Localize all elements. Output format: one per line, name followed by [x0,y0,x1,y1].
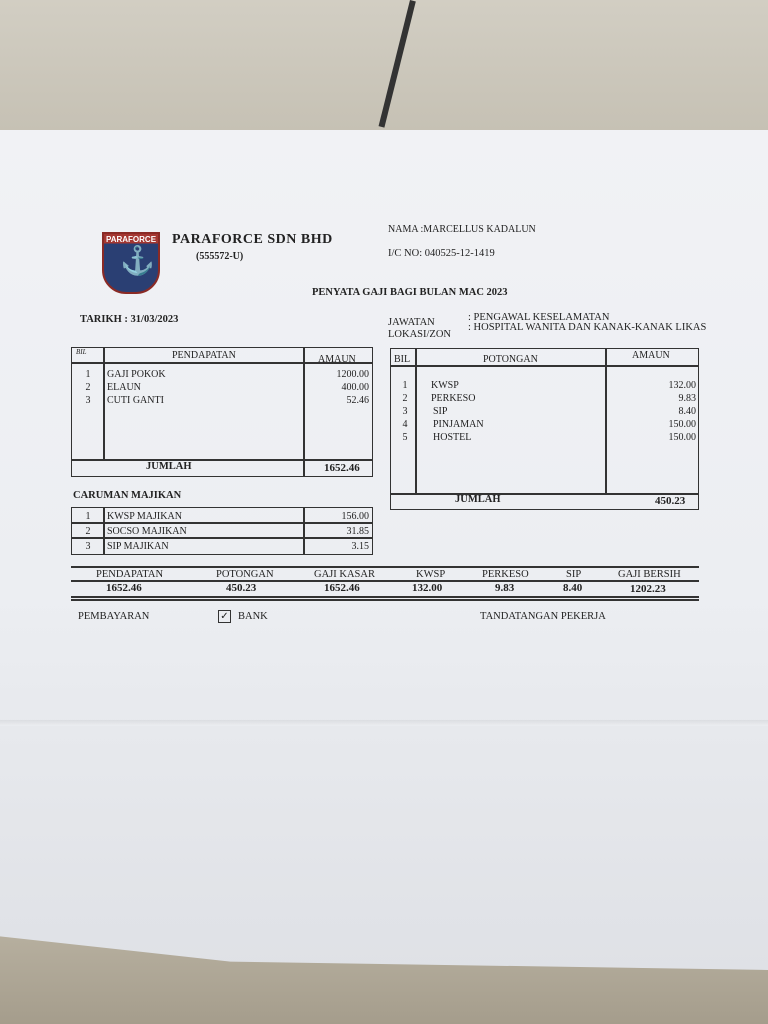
employee-ic: I/C NO: 040525-12-1419 [388,248,495,259]
table-row [72,509,372,524]
table-row [72,539,372,554]
company-name: PARAFORCE SDN BHD [172,232,333,247]
table-row [72,524,372,539]
bank-checkbox-icon: ✓ [218,610,231,623]
row-amount: 156.00 [341,511,369,522]
row-amount: 1200.00 [336,369,369,380]
row-bil: 3 [85,541,91,552]
summary-value: 132.00 [412,582,443,594]
summary-bottom-rule [71,599,699,601]
row-desc: SIP [433,406,448,417]
deductions-total-rule [390,493,698,495]
earnings-rows [72,368,372,407]
summary-bottom-rule [71,596,699,598]
row-amount: 150.00 [668,432,696,443]
payslip-date: TARIKH : 31/03/2023 [80,314,179,325]
row-amount: 132.00 [668,380,696,391]
row-bil: 1 [402,380,408,391]
row-desc: PINJAMAN [433,419,484,430]
summary-header: GAJI BERSIH [618,569,681,580]
company-reg-no: (555572-U) [196,251,244,262]
row-desc: ELAUN [107,382,141,393]
row-desc: GAJI POKOK [107,369,166,380]
row-bil: 3 [85,395,91,406]
summary-value: 9.83 [495,582,515,594]
jawatan-value: : PENGAWAL KESELAMATAN [468,312,610,323]
row-amount: 8.40 [678,406,696,417]
anchor-icon: ⚓ [120,246,155,277]
table-row [72,368,372,381]
summary-header: KWSP [416,569,446,580]
deductions-bil-header: BIL [394,354,411,365]
bank-label: BANK [238,611,268,622]
row-desc: HOSTEL [433,432,472,443]
table-row [391,405,699,418]
summary-value: 1652.46 [324,582,360,594]
row-bil: 2 [85,526,91,537]
jawatan-label: JAWATAN [388,317,435,328]
earnings-table [71,347,373,477]
table-row [391,379,699,392]
employee-name: NAMA :MARCELLUS KADALUN [388,224,536,235]
row-amount: 9.83 [678,393,696,404]
row-bil: 2 [85,382,91,393]
lokasi-label: LOKASI/ZON [388,329,451,340]
earnings-amount-header: AMAUN [318,354,356,365]
row-desc: PERKESO [431,393,476,404]
payslip-title: PENYATA GAJI BAGI BULAN MAC 2023 [312,287,508,298]
earnings-desc-header: PENDAPATAN [172,350,236,361]
summary-header: SIP [566,569,582,580]
table-row [391,392,699,405]
summary-value: 450.23 [226,582,257,594]
deductions-total: 450.23 [655,495,686,507]
row-amount: 150.00 [668,419,696,430]
deductions-amount-header: AMAUN [632,350,670,361]
row-amount: 400.00 [341,382,369,393]
signature-label: TANDATANGAN PEKERJA [480,611,606,622]
summary-mid-rule [71,580,699,582]
earnings-bil-header: BIL [76,348,87,356]
employer-title: CARUMAN MAJIKAN [73,490,182,501]
earnings-divider [303,347,305,477]
row-desc: SOCSO MAJIKAN [107,526,187,537]
earnings-total: 1652.46 [324,462,360,474]
summary-value: 8.40 [563,582,583,594]
table-row [391,431,699,444]
summary-value: 1652.46 [106,582,142,594]
deductions-total-label: JUMLAH [455,494,501,505]
row-bil: 3 [402,406,408,417]
summary-header: PENDAPATAN [96,569,164,580]
summary-header: GAJI KASAR [314,569,375,580]
deductions-desc-header: POTONGAN [483,354,538,365]
row-desc: KWSP [431,380,459,391]
row-desc: CUTI GANTI [107,395,164,406]
payment-label: PEMBAYARAN [78,611,150,622]
earnings-total-label: JUMLAH [146,461,192,472]
row-desc: KWSP MAJIKAN [107,511,182,522]
lokasi-value: : HOSPITAL WANITA DAN KANAK-KANAK LIKAS [468,322,707,333]
paper-fold [0,720,768,726]
summary-header: POTONGAN [216,569,274,580]
row-amount: 3.15 [351,541,369,552]
row-bil: 1 [85,369,91,380]
deductions-header-rule [390,365,698,367]
row-bil: 1 [85,511,91,522]
employer-rows [72,509,372,554]
summary-header: PERKESO [482,569,529,580]
company-logo [102,232,160,294]
table-row [72,394,372,407]
row-desc: SIP MAJIKAN [107,541,169,552]
row-bil: 2 [402,393,408,404]
logo-text: PARAFORCE [105,235,157,244]
table-row [391,418,699,431]
summary-top-rule [71,566,699,568]
row-bil: 4 [402,419,408,430]
table-row [72,381,372,394]
summary-value: 1202.23 [630,583,666,595]
row-amount: 52.46 [346,395,369,406]
row-amount: 31.85 [346,526,369,537]
earnings-total-rule [71,459,372,461]
row-bil: 5 [402,432,408,443]
deductions-rows [391,379,699,444]
